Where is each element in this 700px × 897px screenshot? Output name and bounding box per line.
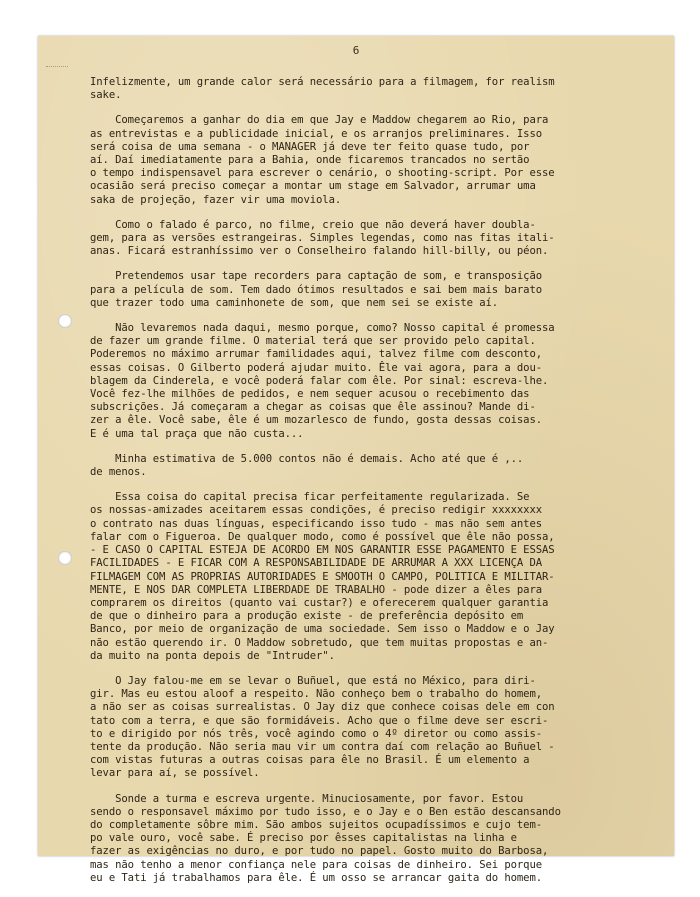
text-line: Não levaremos nada daqui, mesmo porque, como? Nosso capital é promessa [90,322,555,335]
paragraph [90,219,670,259]
paragraph [90,270,670,310]
text-line: fazer as exigências no duro, e por tudo no papel. Gosto muito do Barbosa, [90,845,549,858]
text-line: - E CASO O CAPITAL ESTEJA DE ACORDO EM NOS GARANTIR ESSE PAGAMENTO E ESSAS [90,544,555,557]
text-line: zer a êle. Você sabe, êle é um mozarlesco de fundo, gosta dessas coisas. [90,414,543,427]
paragraph [90,453,670,479]
text-line: com vistas futuras a outras coisas para êle no Brasil. É um elemento a [90,754,530,767]
text-line: sake. [90,89,122,102]
text-line: de fazer um grande filme. O material terá que ser provido pelo capital. [90,335,536,348]
text-line: falar com o Figueroa. De qualquer modo, como é possível que êle não possa, [90,530,555,543]
punch-hole-bottom [58,551,72,565]
text-line: o contrato nas duas línguas, especificando isso tudo - mas não sem antes [90,517,543,530]
text-line: eu e Tati já trabalhamos para êle. É um osso se arrancar gaita do homem. [90,871,543,884]
text-line: levar para aí, se possível. [90,767,260,780]
text-line: tato com a terra, e que são formidáveis. Acho que o filme deve ser escri- [90,714,549,727]
text-line: de que o dinheiro para a produção existe - de preferência depósito em [90,610,524,623]
text-line: Banco, por meio de organização de uma sociedade. Sem isso o Maddow e o Jay [90,623,555,636]
paragraph [90,76,670,102]
text-line: E é uma tal praça que não custa... [90,427,304,440]
text-line: Sonde a turma e escreva urgente. Minuciosamente, por favor. Estou [90,792,524,805]
text-line: que trazer todo uma caminhonete de som, que nem sei se existe aí. [90,296,499,309]
text-line: o tempo indispensavel para escrever o cenário, o shooting-script. Por esse [90,167,555,180]
punch-hole-top [58,314,72,328]
text-line: a não ser as coisas surrealistas. O Jay diz que conhece coisas dele em con [90,701,555,714]
text-line: as entrevistas e a publicidade inicial, e os arranjos preliminares. Isso [90,127,543,140]
paragraph [90,793,670,885]
text-line: Você fez-lhe milhões de pedidos, e nem sequer acusou o recebimento das [90,388,530,401]
text-line: será coisa de uma semana - o MANAGER já deve ter feito quase tudo, por [90,140,530,153]
text-line: da muito na ponta depois de "Intruder". [90,649,335,662]
paragraph [90,322,670,441]
text-line: tente da produção. Não seria mau vir um contra daí com relação ao Buñuel - [90,740,555,753]
text-line: sendo o responsavel máximo por tudo isso, e o Jay e o Ben estão descansando [90,805,561,818]
page-number: 6 [352,44,360,57]
text-line: essas coisas. O Gilberto poderá ajudar muito. Êle vai agora, para a dou- [90,361,543,374]
text-line: Poderemos no máximo arrumar familidades aqui, talvez filme com desconto, [90,348,543,361]
text-line: FILMAGEM COM AS PROPRIAS AUTORIDADES E SMOOTH O CAMPO, POLITICA E MILITAR- [90,570,555,583]
text-line: O Jay falou-me em se levar o Buñuel, que está no México, para diri- [90,674,536,687]
text-line: subscrições. Já começaram a chegar as coisas que êle assinou? Mande di- [90,401,536,414]
text-line: Pretendemos usar tape recorders para captação de som, e transposição [90,270,543,283]
page-body [90,76,670,897]
text-line: comprarem os direitos (quanto vai custar?) e oferecerem qualquer garantia [90,596,549,609]
text-line: to e dirigido por nós três, você agindo como o 4º diretor ou como assis- [90,727,543,740]
text-line: Minha estimativa de 5.000 contos não é demais. Acho até que é ,.. [90,452,524,465]
text-line: de menos. [90,466,147,479]
text-line: MENTE, E NOS DAR COMPLETA LIBERDADE DE TRABALHO - pode dizer a êles para [90,583,543,596]
text-line: blagem da Cinderela, e você poderá falar com êle. Por sinal: escreva-lhe. [90,374,549,387]
text-line: aí. Daí imediatamente para a Bahia, onde ficaremos trancados no sertão [90,154,530,167]
text-line: não estão querendo ir. O Maddow sobretudo, que tem muitas propostas e an- [90,636,549,649]
text-line: gem, para as versões estrangeiras. Simples legendas, como nas fitas itali- [90,232,555,245]
text-line: FACILIDADES - E FICAR COM A RESPONSABILIDADE DE ARRUMAR A XXX LICENÇA DA [90,557,543,570]
corner-mark [46,66,68,73]
text-line: saka de projeção, fazer vir uma moviola. [90,193,342,206]
text-line: anas. Ficará estranhíssimo ver o Conselheiro falando hill-billy, ou péon. [90,245,549,258]
text-line: gir. Mas eu estou aloof a respeito. Não conheço bem o trabalho do homem, [90,688,543,701]
text-line: Essa coisa do capital precisa ficar perfeitamente regularizada. Se [90,491,530,504]
text-line: os nossas-amizades aceitarem essas condições, é preciso redigir xxxxxxxx [90,504,543,517]
text-line: ocasião será preciso começar a montar um stage em Salvador, arrumar uma [90,180,536,193]
text-line: mas não tenho a menor confiança nele para coisas de dinheiro. Sei porque [90,858,543,871]
paragraph [90,491,670,663]
text-line: Infelizmente, um grande calor será necessário para a filmagem, for realism [90,76,555,88]
text-line: para a película de som. Tem dado ótimos resultados e sai bem mais barato [90,283,543,296]
text-line: Começaremos a ganhar do dia em que Jay e Maddow chegarem ao Rio, para [90,114,549,127]
text-line: Como o falado é parco, no filme, creio que não deverá haver doubla- [90,218,536,231]
text-line: do completamente sôbre mim. São ambos sujeitos ocupadíssimos e cujo tem- [90,818,543,831]
paragraph [90,114,670,206]
text-line: po vale ouro, você sabe. É preciso por êsses capitalistas na linha e [90,832,517,845]
paragraph [90,675,670,781]
typewritten-page [38,36,674,884]
